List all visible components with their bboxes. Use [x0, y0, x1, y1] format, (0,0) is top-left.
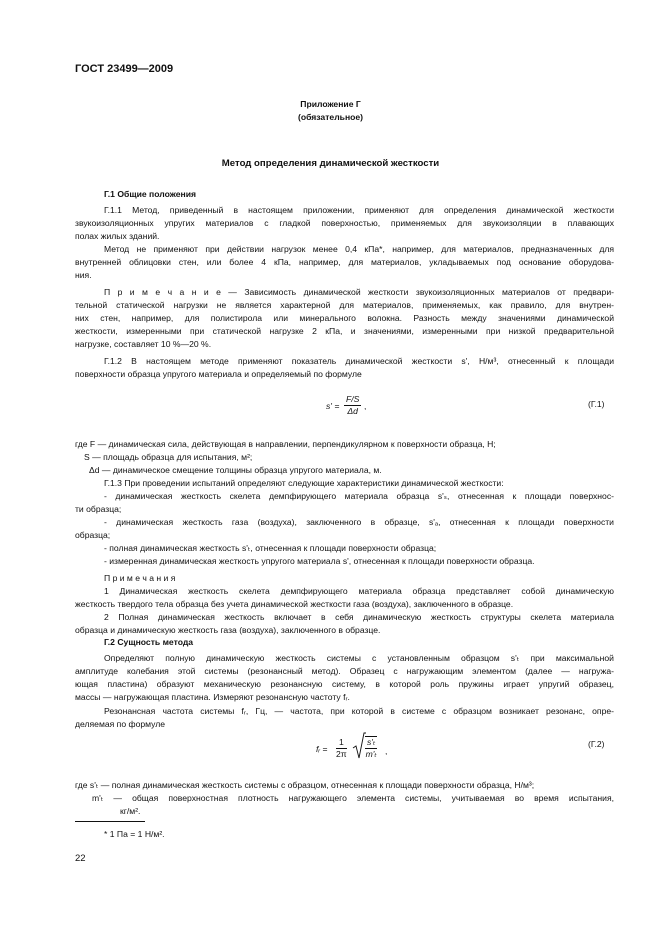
note-line: них стен, например, для полистирола или минерального волокна. Разность между значениями динамической: [75, 313, 614, 323]
paragraph-line: Г.1.2 В настоящем методе применяют показатель динамической жесткости s', Н/м³, отнесенный к площади: [104, 356, 614, 366]
note-line: нагрузке, составляет 10 %—20 %.: [75, 339, 212, 349]
paragraph-line: деляемая по формуле: [75, 719, 166, 729]
main-title: Метод определения динамической жесткости: [221, 158, 440, 169]
paragraph-line: Г.1.3 При проведении испытаний определяют следующие характеристики динамической жесткости:: [104, 478, 504, 488]
paragraph-line: амплитуде колебания этой системы (резонансный метод). Образец с нагружающим элементом (далее — нагружа-: [75, 666, 614, 676]
list-item: - динамическая жесткость скелета демпфирующего материала образца s'ₛ, отнесенная к площади поверхнос-: [104, 491, 614, 501]
formula-1-lhs: s' =: [326, 401, 340, 411]
formula-2-tail: ,: [385, 746, 388, 756]
where-line: Δd — динамическое смещение толщины образца упругого материала, м.: [89, 465, 382, 475]
note-line: жесткости, измеренными при статической нагрузке 2 кПа, и значениями, измеренными при низкой предварительной: [75, 326, 614, 336]
paragraph-line: Г.1.1 Метод, приведенный в настоящем приложении, применяют для определения динамической жесткости: [104, 205, 614, 215]
where-line: S — площадь образца для испытания, м²;: [84, 452, 253, 462]
list-item: - динамическая жесткость газа (воздуха), заключенного в образце, s'ₐ, отнесенная к площади поверхности: [104, 517, 614, 527]
note-line: П р и м е ч а н и е — Зависимость динамической жесткости звукоизоляционных материалов от предвари-: [104, 287, 614, 297]
formula-1-fraction: [344, 394, 361, 417]
formula-2-lhs: fᵣ =: [316, 744, 328, 754]
paragraph-line: поверхности образца упругого материала и определяемый по формуле: [75, 369, 362, 379]
note-line: 2 Полная динамическая жесткость включает в себя динамическую жесткость структуры скелета материала: [104, 612, 614, 622]
page-number: 22: [75, 853, 86, 864]
formula-1-numerator: F/S: [346, 394, 360, 404]
section-heading-g2: Г.2 Сущность метода: [104, 637, 194, 647]
notes-heading: П р и м е ч а н и я: [104, 573, 176, 583]
list-item: образца;: [75, 530, 111, 540]
where-line: кг/м².: [120, 806, 141, 816]
formula-1-denominator: Δd: [347, 406, 358, 416]
formula-2-coefficient: [336, 737, 347, 760]
formula-1-number: (Г.1): [588, 399, 605, 409]
footnote-separator: [75, 821, 145, 822]
paragraph-line: Определяют полную динамическую жесткость системы с установленным образцом s'ₜ при максимальной: [104, 653, 614, 663]
where-line: где F — динамическая сила, действующая в направлении, перпендикулярном к поверхности образца, Н;: [75, 439, 496, 449]
paragraph-line: массы — нагружающая пластина. Измеряют резонансную частоту fᵣ.: [75, 692, 350, 702]
note-line: образца и динамическую жесткость газа (воздуха), заключенного в образце.: [75, 625, 381, 635]
paragraph-line: ния.: [75, 270, 92, 280]
paragraph-line: Резонансная частота системы fᵣ, Гц, — частота, при которой в системе с образцом возникает резонанс, опре-: [104, 706, 614, 716]
appendix-subtitle: (обязательное): [297, 112, 364, 122]
footnote: * 1 Па = 1 Н/м².: [104, 829, 165, 839]
formula-2-radicand-denominator: m'ₜ: [365, 749, 377, 759]
paragraph-line: полах жилых зданий.: [75, 231, 160, 241]
where-line: m'ₜ — общая поверхностная плотность нагружающего элемента системы, учитываемая во время испытания,: [92, 793, 614, 803]
formula-1-tail: ,: [364, 401, 367, 411]
appendix-title: Приложение Г: [300, 99, 361, 109]
list-item: ти образца;: [75, 504, 122, 514]
formula-2-coef-denominator: 2π: [336, 749, 347, 759]
paragraph-line: звукоизоляционных упругих материалов с гладкой поверхностью, применяемых для звукоизоляции в плавающих: [75, 218, 614, 228]
formula-2-number: (Г.2): [588, 739, 605, 749]
section-heading-g1: Г.1 Общие положения: [104, 189, 196, 199]
formula-2-radicand-numerator: s'ₜ: [367, 737, 376, 747]
paragraph-line: ющая пластина) образуют механическую резонансную систему, в которой роль пружины играет упругий образец,: [75, 679, 614, 689]
document-code: ГОСТ 23499—2009: [75, 63, 174, 75]
list-item: - измеренная динамическая жесткость упругого материала s', отнесенная к площади поверхности образца.: [104, 556, 535, 566]
note-line: тельной статической нагрузки не является характерной для материалов, применяемых, как правило, для внутрен-: [75, 300, 614, 310]
paragraph-line: внутренней облицовки стен, или более 4 кПа, например, для материалов, укладываемых под основание оборудова-: [75, 257, 614, 267]
note-line: 1 Динамическая жесткость скелета демпфирующего материала образца представляет собой динамическую: [104, 586, 614, 596]
list-item: - полная динамическая жесткость s'ₜ, отнесенная к площади поверхности образца;: [104, 543, 437, 553]
paragraph-line: Метод не применяют при действии нагрузок менее 0,4 кПа*, например, для материалов, предназначенных для: [104, 244, 614, 254]
formula-2-radicand: [365, 736, 377, 760]
note-line: жесткость твердого тела образца без учета динамической жесткости газа (воздуха), заключенного в образце.: [75, 599, 514, 609]
square-root-sign: [352, 732, 366, 760]
where-line: где s'ₜ — полная динамическая жесткость системы с образцом, отнесенная к площади поверхности образца, Н/м³;: [75, 780, 535, 790]
formula-2-coef-numerator: 1: [336, 737, 347, 749]
